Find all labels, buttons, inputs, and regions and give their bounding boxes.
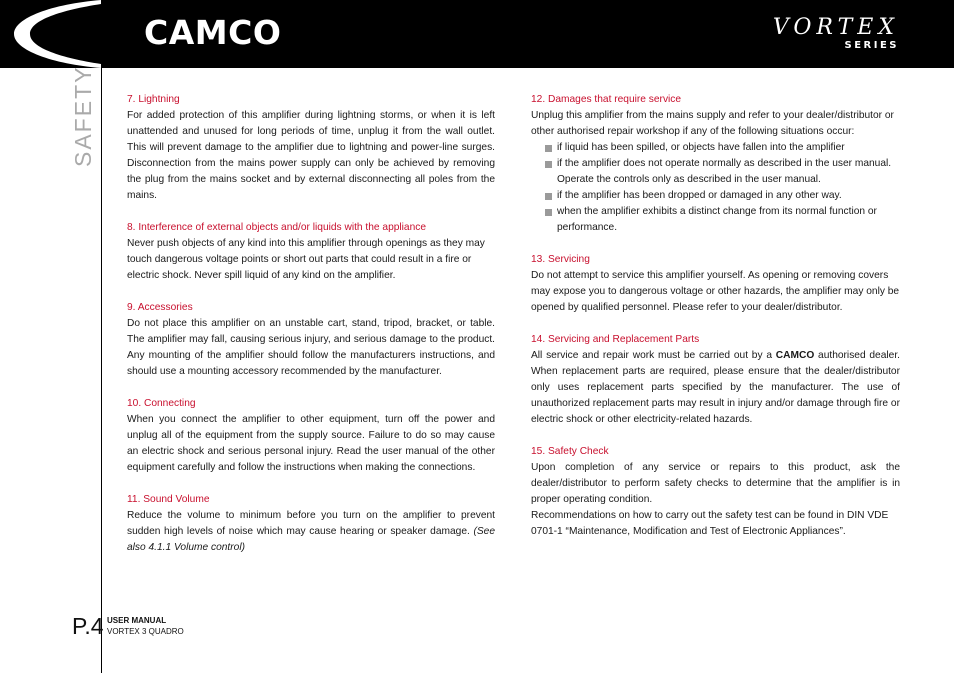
section-body: All service and repair work must be carried out by a CAMCO authorised dealer. When replacement parts are required, please ensure that the dealer/distributor only uses replacement parts specified by the manufacturer. The use of unauthorized replacement parts may result in injury and/or damage through fire or electric shock or other electricity-related hazards.: [531, 350, 900, 425]
header-bar: [0, 0, 954, 68]
section-heading: 14. Servicing and Replacement Parts: [531, 334, 700, 345]
right-column: [531, 92, 900, 556]
series-logo: [773, 16, 899, 52]
section-body: Do not place this amplifier on an unstable cart, stand, tripod, bracket, or table. The amplifier may fall, causing serious injury, and serious damage to the product. Any mounting of the amplifier should follow the manufacturers instructions, and should use a mounting accessory recommended by the manufacturer.: [127, 318, 495, 377]
section-servicing: [531, 252, 900, 316]
margin-divider: [101, 0, 102, 673]
square-bullet-icon: [545, 145, 552, 152]
list-item: if the amplifier does not operate normally as described in the user manual. Operate the controls only as described in the user manual.: [531, 156, 900, 188]
section-replacement-parts: [531, 332, 900, 428]
section-heading: 10. Connecting: [127, 398, 196, 409]
section-title-text: SAFETY: [70, 65, 96, 167]
square-bullet-icon: [545, 161, 552, 168]
series-sub: SERIES: [844, 40, 899, 51]
camco-swoosh-logo-icon: [0, 0, 110, 68]
section-body-text: Reduce the volume to minimum before you turn on the amplifier to prevent sudden high levels of noise which may cause hearing or speaker damage.: [127, 510, 495, 537]
section-interference: [127, 220, 495, 284]
section-body: Upon completion of any service or repairs to this product, ask the dealer/distributor to perform safety checks to determine that the amplifier is in proper operating condition.: [531, 462, 900, 505]
section-body: For added protection of this amplifier during lightning storms, or when it is left unattended and unused for long periods of time, unplug it from the wall outlet. This will prevent damage to the amplifier due to lightning and power-line surges. Disconnection from the mains power supply can only be achieved by removing the plug from the mains socket and by external disconnecting all poles from the mains.: [127, 110, 495, 201]
section-heading: 15. Safety Check: [531, 446, 609, 457]
footer-product-label: VORTEX 3 QUADRO: [107, 627, 184, 636]
section-heading: 8. Interference of external objects and/or liquids with the appliance: [127, 222, 427, 233]
page-number: P.4: [72, 613, 104, 639]
series-name: VORTEX: [772, 15, 899, 40]
cross-reference-note: (See also 4.1.1 Volume control): [127, 526, 495, 553]
section-accessories: [127, 300, 495, 380]
section-body: Do not attempt to service this amplifier yourself. As opening or removing covers may expose you to dangerous voltage or other hazards, the amplifier may only be opened by qualified personnel. Please refer to your dealer/distributor.: [531, 270, 900, 313]
section-connecting: [127, 396, 495, 476]
section-body-2: Recommendations on how to carry out the safety test can be found in DIN VDE 0701-1 “Maintenance, Modification and Test of Electronic Appliances”.: [531, 510, 889, 537]
brand-logo: CAMCO: [144, 13, 282, 52]
section-heading: 12. Damages that require service: [531, 94, 682, 105]
section-body: [127, 508, 495, 556]
section-heading: 9. Accessories: [127, 302, 193, 313]
list-item: if the amplifier has been dropped or damaged in any other way.: [531, 188, 900, 204]
section-body: Unplug this amplifier from the mains supply and refer to your dealer/distributor or other authorised repair workshop if any of the following situations occur:: [531, 110, 894, 137]
damage-list: [531, 140, 900, 236]
square-bullet-icon: [545, 209, 552, 216]
section-damages: [531, 92, 900, 236]
section-title-vertical: [68, 65, 98, 175]
section-heading: 13. Servicing: [531, 254, 590, 265]
footer-info: [107, 615, 184, 637]
section-safety-check: [531, 444, 900, 540]
section-lightning: [127, 92, 495, 204]
square-bullet-icon: [545, 193, 552, 200]
left-column: [127, 92, 495, 572]
section-heading: 7. Lightning: [127, 94, 180, 105]
section-body: When you connect the amplifier to other equipment, turn off the power and unplug all of the equipment from the supply source. Failure to do so may cause an electric shock and serious personal injury. Read the user manual of the other equipment carefully and follow the instructions when making the connections.: [127, 414, 495, 473]
brand-inline: CAMCO: [775, 350, 815, 361]
list-item: if liquid has been spilled, or objects have fallen into the amplifier: [531, 140, 900, 156]
section-heading: 11. Sound Volume: [127, 494, 210, 505]
list-item: when the amplifier exhibits a distinct change from its normal function or performance.: [531, 204, 900, 236]
section-sound-volume: [127, 492, 495, 556]
section-body: Never push objects of any kind into this amplifier through openings as they may touch dangerous voltage points or short out parts that could result in a fire or electric shock. Never spill liquid of any kind on the amplifier.: [127, 238, 485, 281]
footer-manual-label: USER MANUAL: [107, 616, 167, 625]
